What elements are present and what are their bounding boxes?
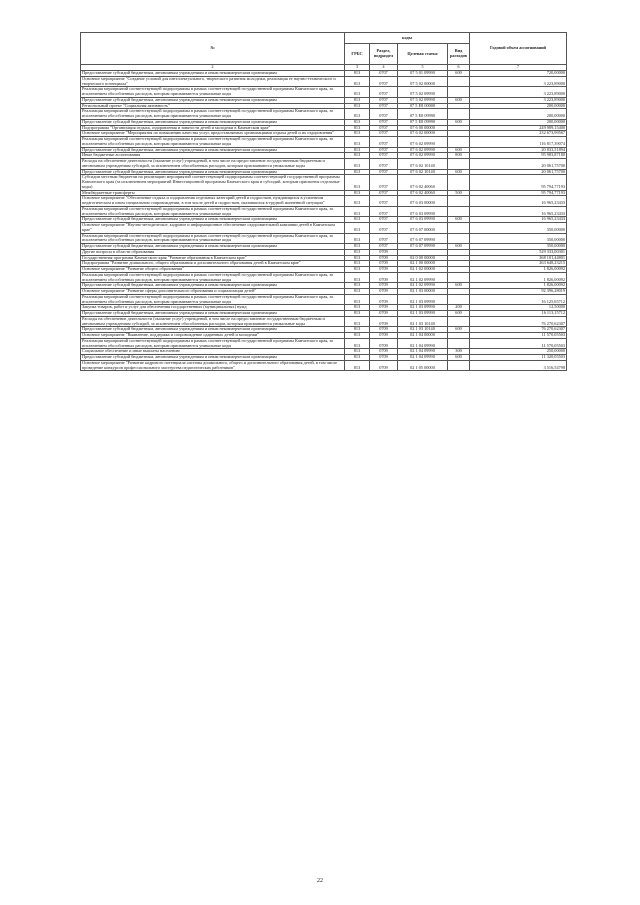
row-grbs: 813	[345, 119, 370, 125]
table-row	[81, 223, 567, 234]
row-target: 07 6 02 09990	[398, 153, 448, 159]
target-header: Целевая статья	[398, 44, 448, 65]
row-grbs: 813	[345, 311, 370, 317]
row-sum: 263 648,23215	[470, 261, 567, 267]
row-grbs: 813	[345, 217, 370, 223]
row-sum: 95 794,77193	[470, 175, 567, 190]
row-expense-type	[448, 233, 470, 244]
row-target: 07 6 02 09990	[398, 147, 448, 153]
col-num: 6	[448, 65, 470, 71]
row-target: 02 1 02 00000	[398, 267, 448, 273]
row-name: Основное мероприятие "Обеспечение отдыха и оздоровления отдельных категорий детей и подростков, нуждающихся в усиленном педагогическом и ином специальном сопровождении, в том числе детей и подростков, оказавшихся в трудной жизненной ситуации"	[81, 196, 345, 207]
row-target: 02 1 05 00000	[398, 360, 448, 371]
row-name: Расходы на обеспечение деятельности (оказание услуг) учреждений, в том числе на предоставление государственным бюджетным и автономным учреждениям субсидий, за исключением обособленных расходов, которым присваиваются уникальные коды	[81, 316, 345, 327]
row-name: Предоставление субсидий бюджетным, автономным учреждениям и иным некоммерческим организациям	[81, 244, 345, 250]
row-section: 0709	[370, 267, 398, 273]
row-grbs: 813	[345, 294, 370, 305]
row-sum: 95 983,87180	[470, 153, 567, 159]
row-target: 07 6 03 09990	[398, 217, 448, 223]
table-row	[81, 159, 567, 170]
row-name: Иные бюджетные ассигнования	[81, 153, 345, 159]
row-section: 0709	[370, 311, 398, 317]
budget-table	[80, 32, 567, 371]
col-num: 5	[398, 65, 448, 71]
row-expense-type	[448, 316, 470, 327]
row-name: Предоставление субсидий бюджетным, автономным учреждениям и иным некоммерческим организациям	[81, 71, 345, 77]
table-row	[81, 175, 567, 190]
row-sum: 368 101,44801	[470, 255, 567, 261]
table-row	[81, 272, 567, 283]
row-name: Основное мероприятие "Выявление, поддержка и сопровождение одаренных детей и молодежи"	[81, 333, 345, 339]
row-target: 07 5 01 09990	[398, 71, 448, 77]
row-name: Основное мероприятие "Научно-методическое, кадровое и информационное обеспечение оздоровительной кампании детей в Камчатском крае"	[81, 223, 345, 234]
row-name: Предоставление субсидий бюджетным, автономным учреждениям и иным некоммерческим организациям	[81, 147, 345, 153]
row-section: 0707	[370, 159, 398, 170]
row-section: 0707	[370, 125, 398, 131]
row-target: 02 1 02 09990	[398, 283, 448, 289]
row-expense-type	[448, 87, 470, 98]
row-sum: 3 223,89000	[470, 87, 567, 98]
row-expense-type	[448, 76, 470, 87]
row-grbs: 813	[345, 169, 370, 175]
row-grbs: 813	[345, 355, 370, 361]
col-num: 3	[345, 65, 370, 71]
table-row	[81, 360, 567, 371]
row-target: 07 6 03 00000	[398, 196, 448, 207]
row-name: Другие вопросы в области образования	[81, 249, 345, 255]
row-sum: 1 826,00092	[470, 272, 567, 283]
row-sum: 16 965,23433	[470, 206, 567, 217]
row-name: Предоставление субсидий бюджетным, автономным учреждениям и иным некоммерческим организациям	[81, 311, 345, 317]
row-name: Реализация мероприятий соответствующей подпрограммы в рамках соответствующей государственной программы Камчатского края, за исключением обособленных расходов, которым присваиваются уникальные коды	[81, 137, 345, 148]
row-name: Реализация мероприятий соответствующей подпрограммы в рамках соответствующей государственной программы Камчатского края, за исключением обособленных расходов, которым присваиваются уникальные коды	[81, 87, 345, 98]
row-target: 07 6 02 09990	[398, 137, 448, 148]
row-sum: 16 965,23433	[470, 217, 567, 223]
row-section: 0707	[370, 153, 398, 159]
row-grbs: 813	[345, 283, 370, 289]
row-name: Государственная программа Камчатского края "Развитие образования в Камчатском крае"	[81, 255, 345, 261]
row-target: 02 1 02 09990	[398, 272, 448, 283]
row-section: 0709	[370, 349, 398, 355]
row-section: 0709	[370, 327, 398, 333]
row-target: 02 1 04 00000	[398, 333, 448, 339]
row-grbs: 813	[345, 267, 370, 273]
table-row	[81, 137, 567, 148]
row-target: 02 1 04 09990	[398, 338, 448, 349]
row-expense-type	[448, 175, 470, 190]
table-row	[81, 87, 567, 98]
row-sum: 12,50000	[470, 305, 567, 311]
row-sum: 92 396,28019	[470, 289, 567, 295]
row-grbs: 813	[345, 249, 370, 255]
row-grbs: 813	[345, 196, 370, 207]
row-target: 02 1 03 00000	[398, 289, 448, 295]
row-sum: 20 833,51894	[470, 147, 567, 153]
row-section: 0709	[370, 289, 398, 295]
row-target: 07 6 07 00000	[398, 223, 448, 234]
row-name: Субсидии местным бюджетам на реализацию мероприятий соответствующей подпрограммы соответствующей государственной программы Камчатского края (за исключением мероприятий Инвестиционной программы Камчатского края и субсидий, которым присвоены отдельные коды)	[81, 175, 345, 190]
row-expense-type: 600	[448, 147, 470, 153]
row-section: 0709	[370, 272, 398, 283]
row-sum: 350,00000	[470, 244, 567, 250]
row-expense-type: 200	[448, 305, 470, 311]
row-expense-type: 600	[448, 311, 470, 317]
row-target: 07 6 02 40060	[398, 190, 448, 196]
row-sum: 720,00000	[470, 71, 567, 77]
row-sum: 249 989,15400	[470, 125, 567, 131]
row-sum: 16 965,23433	[470, 196, 567, 207]
row-name: Подпрограмма "Развитие дошкольного, общего образования и дополнительного образования детей в Камчатском крае"	[81, 261, 345, 267]
col-num: 2	[81, 65, 345, 71]
row-expense-type: 600	[448, 97, 470, 103]
row-grbs: 813	[345, 131, 370, 137]
row-target: 07 5 E8 09990	[398, 109, 448, 120]
row-sum: 16 113,15712	[470, 311, 567, 317]
row-target: 02 1 03 10140	[398, 316, 448, 327]
row-section: 0707	[370, 223, 398, 234]
row-target: 07 5 02 09990	[398, 97, 448, 103]
row-target: 02 1 03 09990	[398, 294, 448, 305]
table-row	[81, 76, 567, 87]
row-name: Основное мероприятие "Мероприятия по повышению качества услуг, предоставляемых организациями отдыха детей и их оздоровления"	[81, 131, 345, 137]
page-number: 22	[317, 878, 323, 884]
row-section: 0709	[370, 360, 398, 371]
row-grbs: 813	[345, 125, 370, 131]
row-sum: 529 333,00301	[470, 249, 567, 255]
row-sum: 350,00000	[470, 223, 567, 234]
row-expense-type	[448, 294, 470, 305]
row-section: 0707	[370, 103, 398, 109]
row-grbs: 813	[345, 175, 370, 190]
row-name: Реализация мероприятий соответствующей подпрограммы в рамках соответствующей государственной программы Камчатского края, за исключением обособленных расходов, которым присваиваются уникальные коды	[81, 233, 345, 244]
row-section: 0709	[370, 294, 398, 305]
budget-sheet	[80, 32, 566, 371]
row-sum: 1 826,00092	[470, 283, 567, 289]
row-sum: 200,00000	[470, 103, 567, 109]
row-target: 02 1 03 09990	[398, 311, 448, 317]
row-sum: 232 673,99567	[470, 131, 567, 137]
row-section: 0707	[370, 71, 398, 77]
table-row	[81, 316, 567, 327]
expense-type-header: Вид расходов	[448, 44, 470, 65]
row-sum: 200,00000	[470, 119, 567, 125]
row-section: 0709	[370, 333, 398, 339]
row-grbs: 813	[345, 206, 370, 217]
row-section: 0709	[370, 249, 398, 255]
row-sum: 1 826,00092	[470, 267, 567, 273]
row-section: 0707	[370, 87, 398, 98]
row-expense-type	[448, 159, 470, 170]
row-target: 07 6 02 00000	[398, 131, 448, 137]
row-name: Предоставление субсидий бюджетным, автономным учреждениям и иным некоммерческим организациям	[81, 169, 345, 175]
row-grbs: 813	[345, 109, 370, 120]
row-target: 02 1 00 00000	[398, 261, 448, 267]
row-target: 07 5 E8 00000	[398, 103, 448, 109]
row-expense-type: 600	[448, 119, 470, 125]
row-grbs: 813	[345, 97, 370, 103]
row-grbs: 813	[345, 349, 370, 355]
row-grbs: 813	[345, 137, 370, 148]
row-sum: 11 320,05503	[470, 355, 567, 361]
row-section: 0709	[370, 355, 398, 361]
row-expense-type	[448, 338, 470, 349]
row-grbs: 813	[345, 153, 370, 159]
row-expense-type: 600	[448, 217, 470, 223]
row-name: Предоставление субсидий бюджетным, автономным учреждениям и иным некоммерческим организациям	[81, 327, 345, 333]
row-section: 0709	[370, 338, 398, 349]
row-expense-type	[448, 360, 470, 371]
row-name: Основное мероприятие "Развитие сферы дополнительного образования и социализации детей"	[81, 289, 345, 295]
row-grbs: 813	[345, 289, 370, 295]
row-name: Закупка товаров, работ и услуг для обеспечения государственных (муниципальных) нужд	[81, 305, 345, 311]
row-expense-type: 600	[448, 244, 470, 250]
row-grbs: 813	[345, 223, 370, 234]
row-expense-type	[448, 109, 470, 120]
table-row	[81, 196, 567, 207]
row-name: Реализация мероприятий соответствующей подпрограммы в рамках соответствующей государственной программы Камчатского края, за исключением обособленных расходов, которым присваиваются уникальные коды	[81, 338, 345, 349]
row-name: Социальное обеспечение и иные выплаты населению	[81, 349, 345, 355]
row-expense-type: 500	[448, 190, 470, 196]
section-header: Раздел, подраздел	[370, 44, 398, 65]
row-grbs: 813	[345, 272, 370, 283]
row-section: 0707	[370, 233, 398, 244]
row-section: 0707	[370, 131, 398, 137]
row-target: 07 6 02 40060	[398, 175, 448, 190]
row-expense-type	[448, 137, 470, 148]
row-target: 07 6 00 00000	[398, 125, 448, 131]
grbs-header: ГРБС	[345, 44, 370, 65]
row-target: 07 5 02 00000	[398, 76, 448, 87]
row-grbs: 813	[345, 316, 370, 327]
row-sum: 16 125,65712	[470, 294, 567, 305]
row-expense-type: 600	[448, 169, 470, 175]
row-name: Предоставление субсидий бюджетным, автономным учреждениям и иным некоммерческим организациям	[81, 217, 345, 223]
row-grbs: 813	[345, 327, 370, 333]
row-expense-type: 800	[448, 153, 470, 159]
row-section: 0707	[370, 109, 398, 120]
row-name: Реализация мероприятий соответствующей подпрограммы в рамках соответствующей государственной программы Камчатского края, за исключением обособленных расходов, которым присваиваются уникальные коды	[81, 109, 345, 120]
row-name: Региональный проект "Социальная активность"	[81, 103, 345, 109]
row-grbs: 813	[345, 338, 370, 349]
number-header: №	[81, 33, 345, 65]
row-target: 07 6 02 10140	[398, 159, 448, 170]
row-target: 07 6 07 09990	[398, 233, 448, 244]
row-sum: 350,00000	[470, 233, 567, 244]
codes-header: коды	[345, 33, 470, 44]
row-grbs: 813	[345, 244, 370, 250]
row-target: 07 5 E8 09990	[398, 119, 448, 125]
row-section: 0707	[370, 175, 398, 190]
row-name: Реализация мероприятий соответствующей подпрограммы в рамках соответствующей государственной программы Камчатского края, за исключением обособленных расходов, которым присваиваются уникальные коды	[81, 272, 345, 283]
row-name: Основное мероприятие "Создание условий для интеллектуального, творческого развития молодежи, реализация ее научно-технического и творческого потенциала"	[81, 76, 345, 87]
row-target: 02 0 00 00000	[398, 255, 448, 261]
row-grbs: 813	[345, 190, 370, 196]
row-sum: 116 817,39074	[470, 137, 567, 148]
row-sum: 76 270,62307	[470, 316, 567, 327]
row-expense-type: 600	[448, 283, 470, 289]
row-grbs: 813	[345, 76, 370, 87]
row-section: 0707	[370, 217, 398, 223]
row-expense-type	[448, 206, 470, 217]
row-section: 0709	[370, 283, 398, 289]
col-num: 7	[470, 65, 567, 71]
row-target: 02 1 03 10140	[398, 327, 448, 333]
row-section: 0707	[370, 196, 398, 207]
row-expense-type: 300	[448, 349, 470, 355]
row-grbs: 813	[345, 71, 370, 77]
row-expense-type: 600	[448, 327, 470, 333]
row-expense-type: 600	[448, 355, 470, 361]
row-name: Предоставление субсидий бюджетным, автономным учреждениям и иным некоммерческим организациям	[81, 355, 345, 361]
row-sum: 20 061,75700	[470, 169, 567, 175]
row-target: 02 1 04 09990	[398, 349, 448, 355]
row-target: 07 6 07 09990	[398, 244, 448, 250]
row-section: 0707	[370, 206, 398, 217]
row-grbs: 813	[345, 147, 370, 153]
row-grbs: 813	[345, 233, 370, 244]
table-body	[81, 71, 567, 371]
row-section: 0709	[370, 261, 398, 267]
row-name: Расходы на обеспечение деятельности (оказание услуг) учреждений, в том числе на предоставление государственным бюджетным и автономным учреждениям субсидий, за исключением обособленных расходов, которым присваиваются уникальные коды	[81, 159, 345, 170]
row-section: 0709	[370, 316, 398, 327]
table-row	[81, 233, 567, 244]
row-name: Межбюджетные трансферты	[81, 190, 345, 196]
row-sum: 200,00000	[470, 109, 567, 120]
row-sum: 20 061,75700	[470, 159, 567, 170]
row-sum: 11 570,05503	[470, 338, 567, 349]
row-target: 07 6 02 10140	[398, 169, 448, 175]
volume-header: Годовой объем ассигнований	[470, 33, 567, 65]
row-section: 0707	[370, 244, 398, 250]
row-grbs: 813	[345, 360, 370, 371]
row-name: Реализация мероприятий соответствующей подпрограммы в рамках соответствующей государственной программы Камчатского края, за исключением обособленных расходов, которым присваиваются уникальные коды	[81, 294, 345, 305]
row-name: Предоставление субсидий бюджетным, автономным учреждениям и иным некоммерческим организациям	[81, 283, 345, 289]
col-num: 4	[370, 65, 398, 71]
row-target: 02 1 03 09990	[398, 305, 448, 311]
row-expense-type: 600	[448, 71, 470, 77]
row-expense-type	[448, 272, 470, 283]
row-grbs: 813	[345, 103, 370, 109]
table-row	[81, 294, 567, 305]
row-section: 0707	[370, 119, 398, 125]
row-grbs: 813	[345, 305, 370, 311]
row-grbs: 813	[345, 87, 370, 98]
row-section: 0707	[370, 190, 398, 196]
row-section: 0707	[370, 169, 398, 175]
row-name: Предоставление субсидий бюджетным, автономным учреждениям и иным некоммерческим организациям	[81, 119, 345, 125]
row-sum: 3 223,89000	[470, 97, 567, 103]
row-sum: 250,00000	[470, 349, 567, 355]
row-sum: 3 223,89000	[470, 76, 567, 87]
row-sum: 95 794,77193	[470, 190, 567, 196]
row-section: 0709	[370, 305, 398, 311]
row-section: 0707	[370, 97, 398, 103]
row-section: 0707	[370, 76, 398, 87]
row-name: Реализация мероприятий соответствующей подпрограммы в рамках соответствующей государственной программы Камчатского края, за исключением обособленных расходов, которым присваиваются уникальные коды	[81, 206, 345, 217]
row-grbs: 813	[345, 261, 370, 267]
row-grbs: 813	[345, 333, 370, 339]
table-row	[81, 338, 567, 349]
row-expense-type	[448, 223, 470, 234]
row-grbs: 813	[345, 255, 370, 261]
row-section: 0707	[370, 137, 398, 148]
row-sum: 3 516,54798	[470, 360, 567, 371]
row-target: 07 6 03 09990	[398, 206, 448, 217]
row-target: 02 1 04 09990	[398, 355, 448, 361]
row-sum: 76 270,62307	[470, 327, 567, 333]
row-name: Подпрограмма "Организация отдыха, оздоровления и занятости детей и молодежи в Камчатском крае"	[81, 125, 345, 131]
row-section: 0707	[370, 147, 398, 153]
row-name: Предоставление субсидий бюджетным, автономным учреждениям и иным некоммерческим организациям	[81, 97, 345, 103]
row-expense-type	[448, 196, 470, 207]
row-name: Основное мероприятие "Развитие общего образования"	[81, 267, 345, 273]
row-target: 07 5 02 09990	[398, 87, 448, 98]
row-grbs: 813	[345, 159, 370, 170]
row-name: Основное мероприятие "Развитие кадрового потенциала системы дошкольного, общего и дополнительного образования детей, в том числе проведение конкурсов профессионального мастерства педагогических работников"	[81, 360, 345, 371]
table-row	[81, 109, 567, 120]
table-row	[81, 206, 567, 217]
row-section: 0709	[370, 255, 398, 261]
row-sum: 11 570,05503	[470, 333, 567, 339]
